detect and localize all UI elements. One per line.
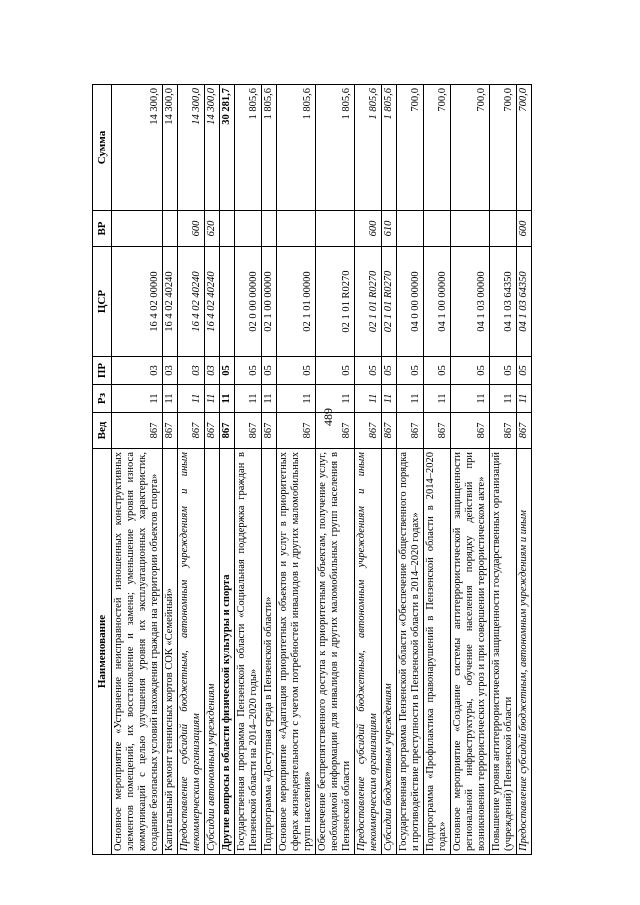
cell-ved: 867 <box>517 413 532 449</box>
cell-csr: 02 1 00 00000 <box>262 247 277 357</box>
table-row <box>316 85 355 855</box>
cell-vr <box>112 211 163 247</box>
cell-rz: 11 <box>235 385 262 413</box>
cell-name: Подпрограмма «Доступная среда в Пензенской области» <box>262 449 277 855</box>
cell-ved: 867 <box>355 413 382 449</box>
cell-rz: 11 <box>451 385 490 413</box>
cell-sum: 14 300,0 <box>205 85 220 211</box>
cell-name: Основное мероприятие «Создание системы антитеррористической защищенности региональной инфраструктуры, обучение населения порядку действий при возникновении террористических угроз и при совершении террористическом акте» <box>451 449 490 855</box>
cell-vr <box>316 211 355 247</box>
cell-name: Субсидии автономным учреждениям <box>205 449 220 855</box>
cell-pr: 05 <box>220 357 235 385</box>
cell-ved: 867 <box>397 413 424 449</box>
table-header-row <box>93 85 112 855</box>
cell-csr: 04 0 00 00000 <box>397 247 424 357</box>
cell-pr: 05 <box>382 357 397 385</box>
cell-ved: 867 <box>178 413 205 449</box>
header-rz: Рз <box>93 385 112 413</box>
cell-ved: 867 <box>451 413 490 449</box>
cell-rz: 11 <box>490 385 517 413</box>
rotated-page-content <box>92 85 572 855</box>
cell-name: Предоставление субсидий бюджетным, автономным учреждениям и иным некоммерческим организациям <box>178 449 205 855</box>
cell-ved: 867 <box>277 413 316 449</box>
cell-rz: 11 <box>178 385 205 413</box>
table-row <box>112 85 163 855</box>
table-row <box>220 85 235 855</box>
cell-name: Предоставление субсидий бюджетным, автономным учреждениям и иным <box>517 449 532 855</box>
cell-pr: 05 <box>316 357 355 385</box>
table-row <box>262 85 277 855</box>
cell-csr: 04 1 03 00000 <box>451 247 490 357</box>
cell-rz: 11 <box>517 385 532 413</box>
cell-sum: 700,0 <box>490 85 517 211</box>
cell-name: Подпрограмма «Профилактика правонарушений в Пензенской области в 2014–2020 годах» <box>424 449 451 855</box>
cell-rz: 11 <box>163 385 178 413</box>
cell-ved: 867 <box>163 413 178 449</box>
cell-ved: 867 <box>220 413 235 449</box>
cell-csr: 02 1 01 R0270 <box>355 247 382 357</box>
cell-vr <box>163 211 178 247</box>
cell-name: Основное мероприятие «Адаптация приоритетных объектов и услуг в приоритетных сферах жизнедеятельности с учетом потребностей инвалидов и других маломобильных групп населения» <box>277 449 316 855</box>
table-row <box>397 85 424 855</box>
cell-csr: 16 4 02 40240 <box>205 247 220 357</box>
cell-vr: 600 <box>517 211 532 247</box>
cell-csr: 02 1 01 00000 <box>277 247 316 357</box>
budget-table <box>92 84 532 855</box>
cell-csr: 04 1 00 00000 <box>424 247 451 357</box>
table-row <box>355 85 382 855</box>
cell-sum: 700,0 <box>397 85 424 211</box>
header-pr: ПР <box>93 357 112 385</box>
cell-pr: 03 <box>178 357 205 385</box>
cell-rz: 11 <box>355 385 382 413</box>
header-vr: ВР <box>93 211 112 247</box>
cell-pr: 05 <box>277 357 316 385</box>
cell-ved: 867 <box>316 413 355 449</box>
cell-name: Предоставление субсидий бюджетным, автономным учреждениям и иным некоммерческим организациям <box>355 449 382 855</box>
cell-name: Субсидии бюджетным учреждениям <box>382 449 397 855</box>
cell-pr: 05 <box>424 357 451 385</box>
cell-pr: 05 <box>490 357 517 385</box>
cell-vr <box>490 211 517 247</box>
page-number: 489 <box>321 408 335 426</box>
cell-rz: 11 <box>382 385 397 413</box>
cell-pr: 05 <box>235 357 262 385</box>
cell-ved: 867 <box>490 413 517 449</box>
table-row <box>382 85 397 855</box>
header-csr: ЦСР <box>93 247 112 357</box>
cell-rz: 11 <box>424 385 451 413</box>
cell-ved: 867 <box>424 413 451 449</box>
cell-pr: 03 <box>112 357 163 385</box>
table-row <box>235 85 262 855</box>
table-row <box>277 85 316 855</box>
cell-name: Государственная программа Пензенской области «Обеспечение общественного порядка и противодействие преступности в Пензенской области в 2014–2020 годах» <box>397 449 424 855</box>
header-name: Наименование <box>93 449 112 855</box>
cell-sum: 700,0 <box>424 85 451 211</box>
cell-sum: 1 805,6 <box>235 85 262 211</box>
table-row <box>424 85 451 855</box>
cell-csr: 02 1 01 R0270 <box>316 247 355 357</box>
cell-vr <box>262 211 277 247</box>
cell-vr <box>220 211 235 247</box>
cell-vr <box>424 211 451 247</box>
cell-sum: 1 805,6 <box>382 85 397 211</box>
cell-pr: 05 <box>355 357 382 385</box>
cell-sum: 1 805,6 <box>277 85 316 211</box>
cell-csr: 16 4 02 40240 <box>178 247 205 357</box>
cell-rz: 11 <box>205 385 220 413</box>
cell-rz: 11 <box>220 385 235 413</box>
cell-ved: 867 <box>262 413 277 449</box>
cell-ved: 867 <box>112 413 163 449</box>
cell-sum: 30 281,7 <box>220 85 235 211</box>
cell-name: Повышение уровня антитеррористической защищенности государственных организаций (учреждений) Пензенской области <box>490 449 517 855</box>
cell-csr: 04 1 03 64350 <box>490 247 517 357</box>
cell-sum: 14 300,0 <box>112 85 163 211</box>
cell-rz: 11 <box>262 385 277 413</box>
cell-name: Обеспечение беспрепятственного доступа к приоритетным объектам, получение услуг, необходимой информации для инвалидов и других маломобильных групп населения в Пензенской области <box>316 449 355 855</box>
cell-vr: 600 <box>178 211 205 247</box>
table-row <box>178 85 205 855</box>
cell-pr: 05 <box>397 357 424 385</box>
cell-name: Государственная программа Пензенской области «Социальная поддержка граждан в Пензенской области на 2014–2020 годы» <box>235 449 262 855</box>
cell-sum: 14 300,0 <box>178 85 205 211</box>
cell-csr: 02 1 01 R0270 <box>382 247 397 357</box>
cell-vr <box>451 211 490 247</box>
cell-sum: 1 805,6 <box>262 85 277 211</box>
table-row <box>490 85 517 855</box>
cell-ved: 867 <box>382 413 397 449</box>
cell-sum: 700,0 <box>517 85 532 211</box>
cell-pr: 03 <box>205 357 220 385</box>
cell-rz: 11 <box>397 385 424 413</box>
cell-vr <box>277 211 316 247</box>
cell-vr <box>397 211 424 247</box>
cell-name: Другие вопросы в области физической культуры и спорта <box>220 449 235 855</box>
cell-vr <box>235 211 262 247</box>
cell-name: Основное мероприятие «Устранение неисправностей изношенных конструктивных элементов помещений, их восстановление и замена; уменьшение уровня износа коммуникаций с целью улучшения уровня их эксплуатационных характеристик, создание безопасных условий нахождения граждан на территории объектов спорта» <box>112 449 163 855</box>
cell-pr: 05 <box>262 357 277 385</box>
cell-ved: 867 <box>205 413 220 449</box>
cell-ved: 867 <box>235 413 262 449</box>
cell-csr: 16 4 02 40240 <box>163 247 178 357</box>
cell-sum: 1 805,6 <box>355 85 382 211</box>
cell-pr: 05 <box>517 357 532 385</box>
cell-rz: 11 <box>316 385 355 413</box>
table-body <box>112 85 532 855</box>
header-sum: Сумма <box>93 85 112 211</box>
cell-sum: 14 300,0 <box>163 85 178 211</box>
cell-csr <box>220 247 235 357</box>
cell-csr: 04 1 03 64350 <box>517 247 532 357</box>
cell-csr: 16 4 02 00000 <box>112 247 163 357</box>
cell-rz: 11 <box>112 385 163 413</box>
cell-sum: 700,0 <box>451 85 490 211</box>
cell-vr: 600 <box>355 211 382 247</box>
header-ved: Вед <box>93 413 112 449</box>
table-row <box>517 85 532 855</box>
cell-rz: 11 <box>277 385 316 413</box>
cell-vr: 620 <box>205 211 220 247</box>
table-row <box>205 85 220 855</box>
cell-name: Капитальный ремонт теннисных кортов СОК «Семейный» <box>163 449 178 855</box>
cell-vr: 610 <box>382 211 397 247</box>
cell-sum: 1 805,6 <box>316 85 355 211</box>
cell-pr: 05 <box>451 357 490 385</box>
table-row <box>163 85 178 855</box>
cell-pr: 03 <box>163 357 178 385</box>
table-row <box>451 85 490 855</box>
cell-csr: 02 0 00 00000 <box>235 247 262 357</box>
